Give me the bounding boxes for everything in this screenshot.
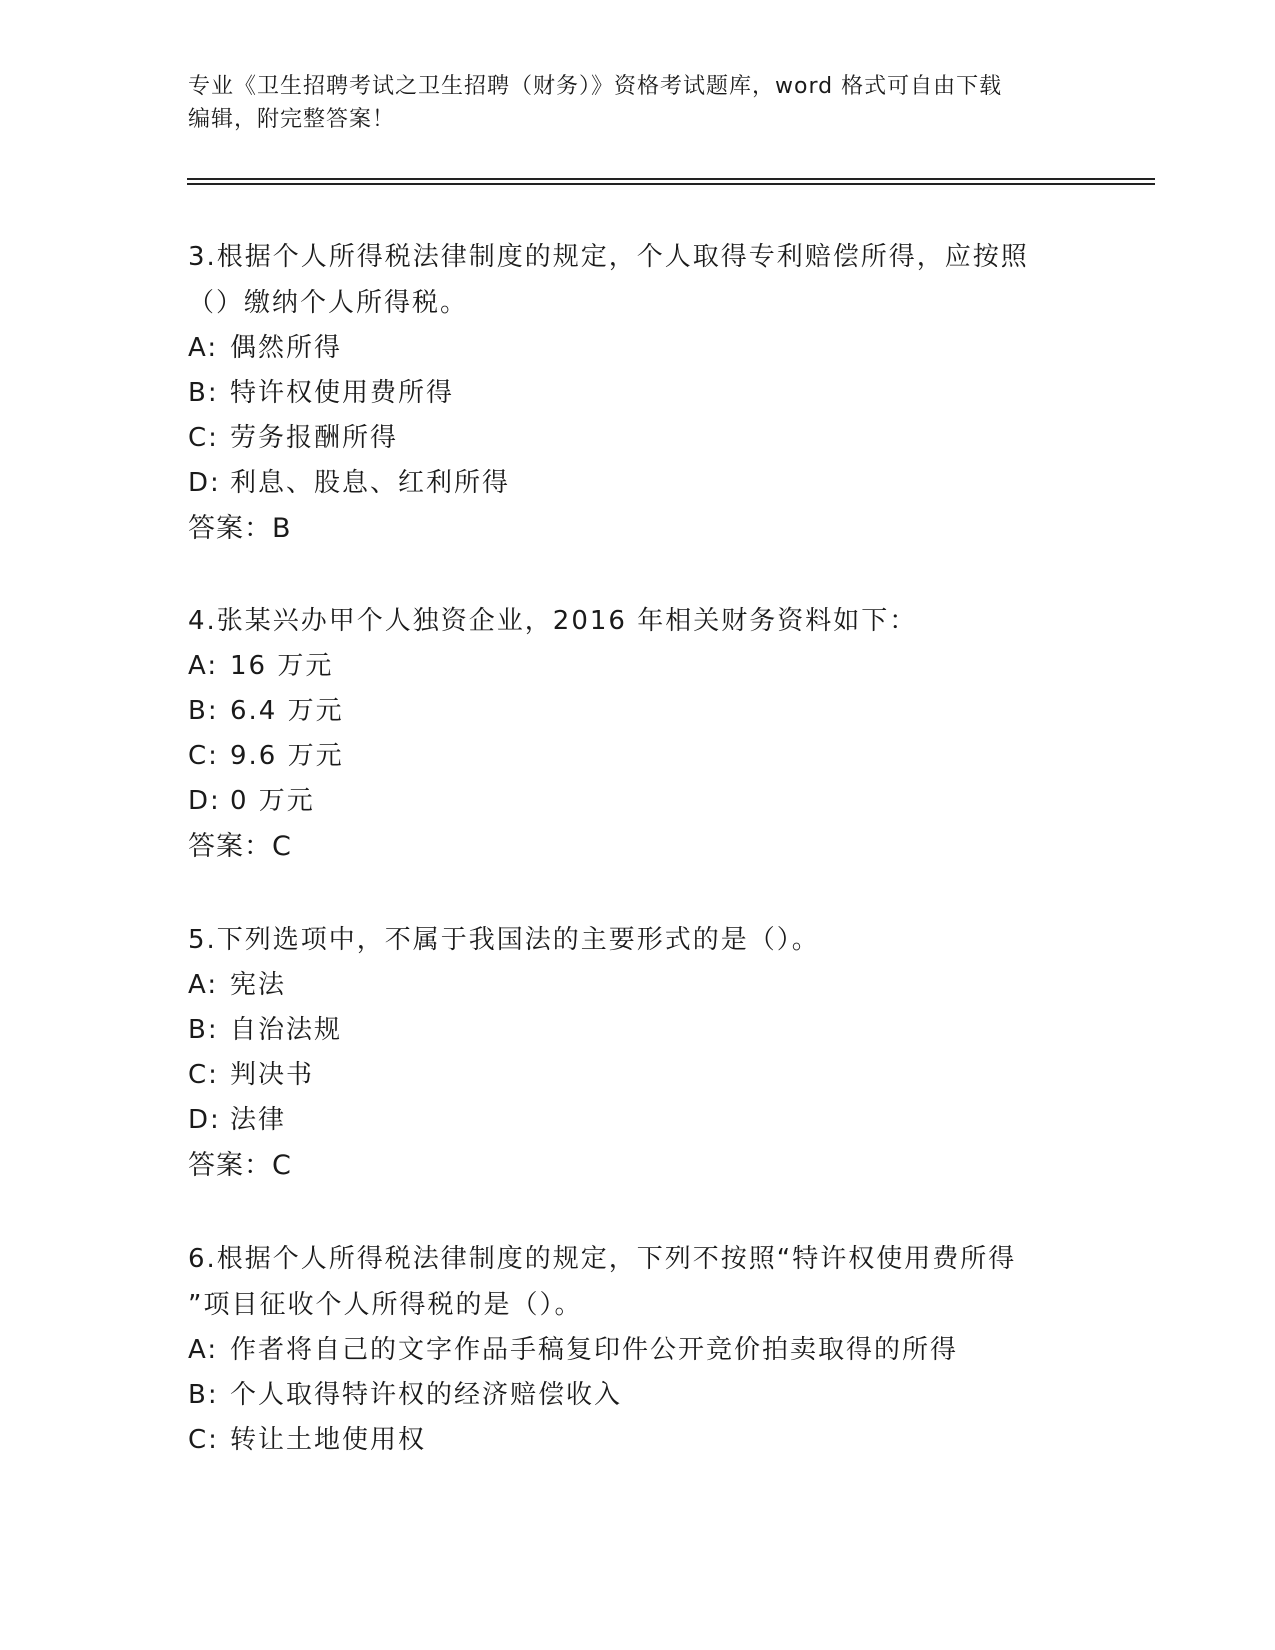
option-text: 偶然所得 <box>230 333 343 363</box>
question-stem-line-2: ”项目征收个人所得税的是（）。 <box>188 1290 583 1320</box>
option-key: A: <box>188 333 219 363</box>
document-header <box>188 70 1068 136</box>
option-c <box>188 734 1088 779</box>
option-text: 0 万元 <box>230 786 315 816</box>
question-5 <box>188 917 1088 1189</box>
option-text: 法律 <box>230 1105 287 1135</box>
option-text: 6.4 万元 <box>230 696 344 726</box>
question-stem-line-1: 4.张某兴办甲个人独资企业，2016 年相关财务资料如下： <box>188 606 918 636</box>
option-key: B: <box>188 1380 219 1410</box>
option-c <box>188 416 1088 461</box>
header-divider-bottom <box>187 183 1155 185</box>
option-text: 特许权使用费所得 <box>230 378 455 408</box>
option-text: 转让土地使用权 <box>230 1425 427 1455</box>
option-key: B: <box>188 378 219 408</box>
option-text: 作者将自己的文字作品手稿复印件公开竞价拍卖取得的所得 <box>230 1335 959 1365</box>
option-key: D: <box>188 468 221 498</box>
option-key: C: <box>188 741 219 771</box>
option-text: 宪法 <box>230 970 287 1000</box>
option-a <box>188 1328 1088 1373</box>
question-6 <box>188 1236 1088 1463</box>
header-divider-top <box>187 178 1155 180</box>
option-text: 16 万元 <box>230 651 334 681</box>
option-text: 利息、股息、红利所得 <box>230 468 511 498</box>
option-c <box>188 1418 1088 1463</box>
question-stem-line-2: （）缴纳个人所得税。 <box>188 288 469 318</box>
option-key: A: <box>188 970 219 1000</box>
answer: 答案：C <box>188 1150 292 1181</box>
option-key: D: <box>188 786 221 816</box>
option-key: C: <box>188 1425 219 1455</box>
option-text: 自治法规 <box>230 1015 343 1045</box>
option-b <box>188 1008 1088 1053</box>
question-4 <box>188 598 1088 870</box>
option-key: C: <box>188 423 219 453</box>
option-c <box>188 1053 1088 1098</box>
option-key: B: <box>188 696 219 726</box>
option-text: 劳务报酬所得 <box>230 423 399 453</box>
question-stem-line-1: 6.根据个人所得税法律制度的规定，下列不按照“特许权使用费所得 <box>188 1244 1017 1274</box>
option-key: C: <box>188 1060 219 1090</box>
option-a <box>188 644 1088 689</box>
option-text: 9.6 万元 <box>230 741 344 771</box>
option-b <box>188 1373 1088 1418</box>
question-stem-line-1: 3.根据个人所得税法律制度的规定，个人取得专利赔偿所得，应按照 <box>188 242 1029 272</box>
option-b <box>188 371 1088 416</box>
question-3 <box>188 234 1088 552</box>
option-text: 判决书 <box>230 1060 315 1090</box>
option-key: D: <box>188 1105 221 1135</box>
question-stem-line-1: 5.下列选项中，不属于我国法的主要形式的是（）。 <box>188 925 820 955</box>
answer: 答案：B <box>188 513 292 544</box>
option-d <box>188 461 1088 506</box>
option-a <box>188 326 1088 371</box>
option-key: A: <box>188 1335 219 1365</box>
option-key: A: <box>188 651 219 681</box>
option-key: B: <box>188 1015 219 1045</box>
option-a <box>188 963 1088 1008</box>
answer: 答案：C <box>188 831 292 862</box>
header-line-1: 专业《卫生招聘考试之卫生招聘（财务）》资格考试题库，word 格式可自由下载 <box>188 74 1003 99</box>
header-line-2: 编辑，附完整答案！ <box>188 107 396 132</box>
option-b <box>188 689 1088 734</box>
option-d <box>188 1098 1088 1143</box>
option-d <box>188 779 1088 824</box>
option-text: 个人取得特许权的经济赔偿收入 <box>230 1380 623 1410</box>
